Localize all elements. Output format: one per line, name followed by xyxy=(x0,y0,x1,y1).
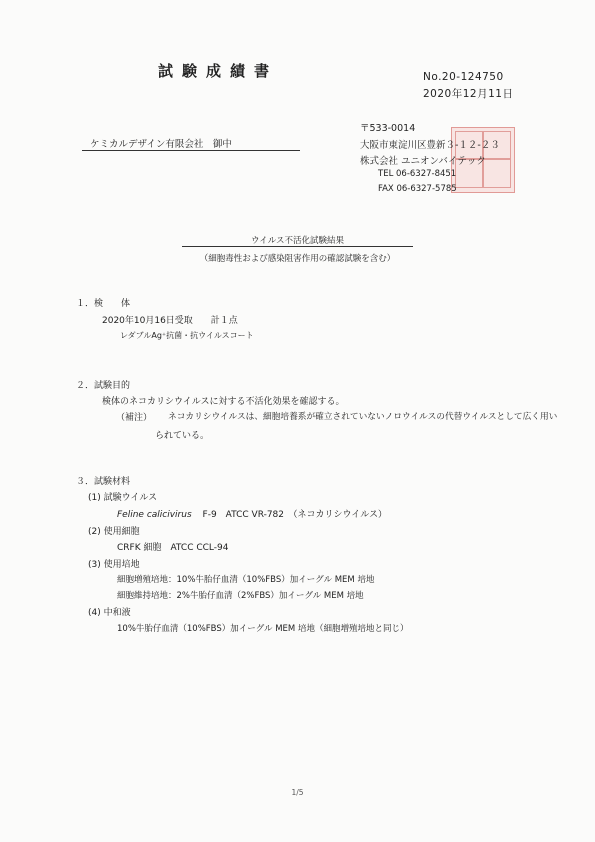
section3-sub3-line2: 細胞維持培地：2%牛胎仔血清（2%FBS）加イーグル MEM 培地 xyxy=(117,591,364,601)
section2-note-line1: ネコカリシウイルスは、細胞培養系が確立されていないノロウイルスの代替ウイルスとして広く用い xyxy=(168,412,558,422)
report-title-underline xyxy=(182,246,413,247)
section1-heading: １．検 体 xyxy=(76,299,131,309)
section3-sub3-heading: (3) 使用培地 xyxy=(88,560,140,570)
document-title: 試験成績書 xyxy=(158,62,279,80)
issuer-fax: FAX 06-6327-5785 xyxy=(378,184,457,194)
section3-sub4-line: 10%牛胎仔血清（10%FBS）加イーグル MEM 培地（細胞増殖培地と同じ） xyxy=(117,624,409,634)
section3-sub3-line1: 細胞増殖培地：10%牛胎仔血清（10%FBS）加イーグル MEM 培地 xyxy=(117,575,375,585)
report-title: ウイルス不活化試験結果 xyxy=(251,236,344,246)
recipient-underline xyxy=(82,150,300,151)
page-number: 1/5 xyxy=(291,788,304,797)
section2-note-line2: られている。 xyxy=(155,431,210,441)
virus-strain-info: F-9 ATCC VR-782 （ネコカリシウイルス） xyxy=(202,510,387,520)
section1-line2: レダブルAg⁺抗菌・抗ウイルスコート xyxy=(120,331,254,340)
issuer-address: 大阪市東淀川区豊新３-１２-２３ xyxy=(360,140,500,151)
section2-heading: ２．試験目的 xyxy=(76,381,131,391)
document-date: 2020年12月11日 xyxy=(423,88,514,100)
issuer-tel: TEL 06-6327-8451 xyxy=(378,169,457,179)
section3-sub2-heading: (2) 使用細胞 xyxy=(88,527,140,537)
issuer-company: 株式会社 ユニオンバイテック xyxy=(360,156,486,167)
recipient-name: ケミカルデザイン有限会社 御中 xyxy=(90,139,232,150)
section3-sub2-line: CRFK 細胞 ATCC CCL-94 xyxy=(117,543,229,553)
section1-line1: 2020年10月16日受取 計１点 xyxy=(102,316,238,326)
document-number: No.20-124750 xyxy=(423,71,504,83)
section3-sub1-heading: (1) 試験ウイルス xyxy=(88,493,158,503)
section3-heading: ３．試験材料 xyxy=(76,477,131,487)
section2-note-label: （補注） xyxy=(116,413,153,423)
section2-line1: 検体のネコカリシウイルスに対する不活化効果を確認する。 xyxy=(102,397,345,407)
report-subtitle: （細胞毒性および感染阻害作用の確認試験を含む） xyxy=(199,254,396,264)
section3-sub4-heading: (4) 中和液 xyxy=(88,608,131,618)
issuer-postal: 〒533-0014 xyxy=(360,123,416,134)
section3-sub1-line xyxy=(117,507,387,520)
virus-scientific-name: Feline calicivirus xyxy=(117,510,192,520)
